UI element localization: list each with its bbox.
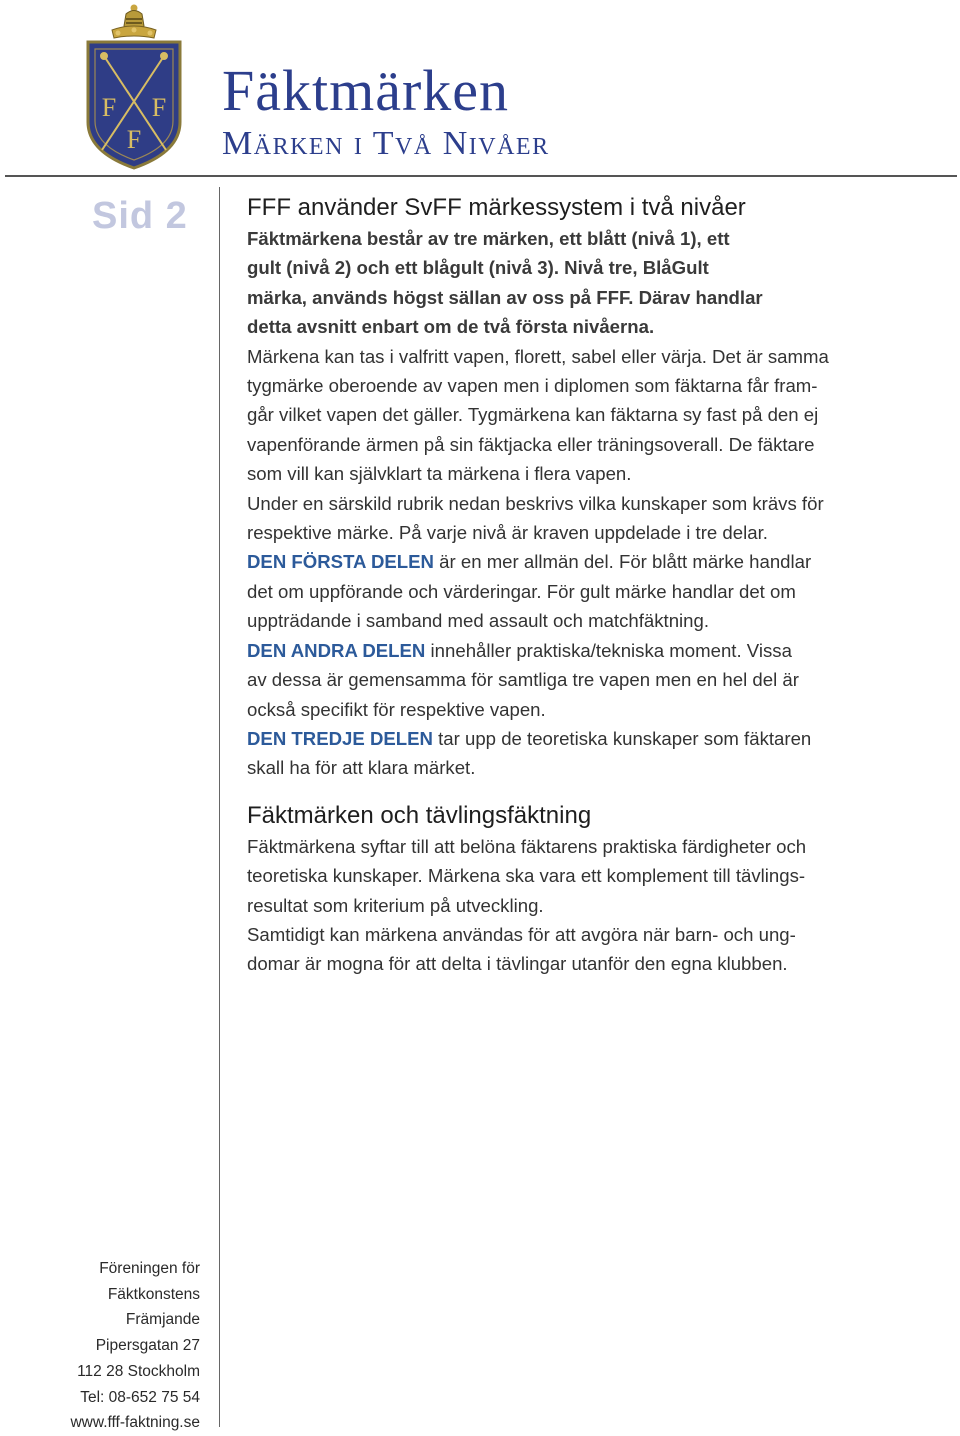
part-one-text: är en mer allmän del. För blått märke handlar	[433, 551, 812, 573]
fff-crest-logo	[82, 4, 186, 170]
body-line: respektive märke. På varje nivå är kraven uppdelade i tre delar.	[247, 522, 768, 544]
part-two-label: DEN ANDRA DELEN	[247, 639, 426, 661]
body-line: uppträdande i samband med assault och matchfäktning.	[247, 610, 710, 632]
body-line: Fäktmärkena syftar till att belöna fäktarens praktiska färdigheter och	[247, 835, 807, 857]
part-one-label: DEN FÖRSTA DELEN	[247, 551, 434, 573]
part-two-paragraph	[247, 636, 799, 724]
body-line: resultat som kriterium på utveckling.	[247, 894, 544, 916]
body-line: det om uppförande och värderingar. För gult märke handlar det om	[247, 580, 796, 602]
body-line: vapenförande ärmen på sin fäktjacka eller träningsoverall. De fäktare	[247, 433, 815, 455]
logo-letter-left: F	[101, 93, 117, 122]
lead-line: detta avsnitt enbart om de två första nivåerna.	[247, 316, 655, 338]
body-line: av dessa är gemensamma för samtliga tre vapen men en hel del är	[247, 669, 799, 691]
part-three-paragraph	[247, 724, 812, 783]
logo-letter-right: F	[151, 93, 167, 122]
footer-line: Främjande	[125, 1311, 200, 1329]
lead-line: gult (nivå 2) och ett blågult (nivå 3). Nivå tre, BlåGult	[247, 257, 709, 279]
helmet-icon	[112, 5, 156, 39]
body-line: tygmärke oberoende av vapen men i diplomen som fäktarna får fram-	[247, 375, 818, 397]
footer-phone: Tel: 08-652 75 54	[80, 1388, 200, 1406]
contact-address	[70, 1256, 200, 1436]
body-line: också specifikt för respektive vapen.	[247, 698, 546, 720]
page-subtitle: Märken i Två Nivåer	[222, 125, 550, 162]
body-line	[247, 724, 812, 753]
body-line	[247, 636, 792, 665]
page-title: Fäktmärken	[222, 58, 510, 123]
footer-line: Föreningen för	[99, 1260, 200, 1277]
body-line: skall ha för att klara märket.	[247, 757, 476, 779]
requirements-paragraph	[247, 489, 824, 548]
part-one-paragraph	[247, 547, 812, 635]
lead-paragraph	[247, 224, 787, 342]
body-line: går vilket vapen det gäller. Tygmärkena kan fäktarna sy fast på den ej	[247, 404, 819, 426]
body-line: Under en särskild rubrik nedan beskrivs vilka kunskaper som krävs för	[247, 492, 824, 514]
part-two-text: innehåller praktiska/tekniska moment. Vissa	[425, 639, 792, 661]
lead-line: Fäktmärkena består av tre märken, ett blått (nivå 1), ett	[247, 228, 730, 249]
page-number-label: Sid 2	[92, 195, 188, 237]
sidebar-divider	[219, 187, 220, 1427]
article-heading: FFF använder SvFF märkessystem i två nivåer	[247, 194, 746, 221]
body-line: som vill kan självklart ta märkena i flera vapen.	[247, 463, 632, 485]
logo-letter-bottom: F	[126, 125, 142, 154]
body-line: teoretiska kunskaper. Märkena ska vara ett komplement till tävlings-	[247, 865, 806, 887]
body-line: Märkena kan tas i valfritt vapen, florett, sabel eller värja. Det är samma	[247, 345, 829, 367]
body-line: Samtidigt kan märkena användas för att avgöra när barn- och ung-	[247, 923, 796, 945]
part-three-text: tar upp de teoretiska kunskaper som fäktaren	[432, 727, 812, 749]
weapons-paragraph	[247, 342, 829, 489]
header-divider	[5, 175, 957, 177]
body-line: domar är mogna för att delta i tävlingar utanför den egna klubben.	[247, 953, 788, 975]
footer-street: Pipersgatan 27	[95, 1337, 200, 1355]
body-line	[247, 547, 812, 576]
part-three-label: DEN TREDJE DELEN	[247, 727, 433, 749]
section-heading: Fäktmärken och tävlingsfäktning	[247, 801, 592, 829]
lead-line: märka, används högst sällan av oss på FFF. Därav handlar	[247, 286, 763, 308]
footer-line: Fäktkonstens	[107, 1285, 200, 1303]
footer-website-link[interactable]: www.fff-faktning.se	[70, 1414, 200, 1432]
footer-city: 112 28 Stockholm	[77, 1362, 200, 1380]
article	[247, 192, 829, 979]
competition-paragraph	[247, 832, 807, 979]
